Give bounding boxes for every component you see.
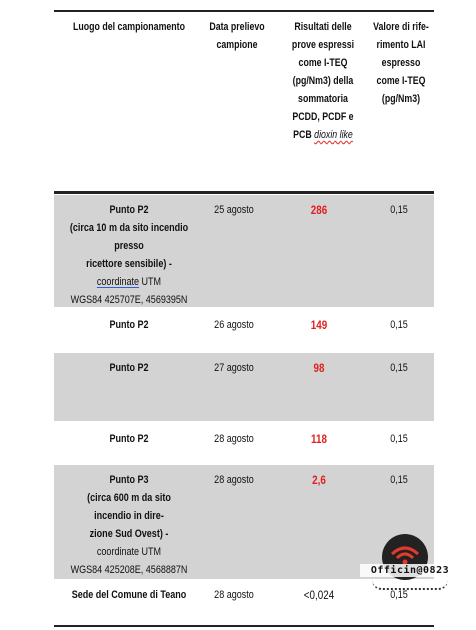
table-bottom-rule [54, 625, 434, 627]
place-desc-2: ricettore sensibile) - [86, 258, 172, 270]
coordinate-link[interactable]: coordinate [96, 276, 140, 288]
result-cell: 118 [311, 432, 327, 446]
date-cell: 26 agosto [214, 319, 254, 331]
place-desc-2: zione Sud Ovest) - [89, 528, 169, 540]
place-desc-3: UTM [139, 276, 162, 288]
header-lai-text: Valore di rife-rimento LAI espresso come I-TEQ (pg/Nm3) [373, 21, 429, 105]
result-cell: <0,024 [303, 588, 335, 602]
watermark-logo [360, 530, 460, 600]
watermark-dots [372, 580, 448, 590]
header-result-italic: dioxin like [314, 129, 353, 141]
date-cell: 28 agosto [214, 474, 254, 486]
place-title: Punto P2 [109, 319, 149, 331]
place-title: Punto P2 [109, 433, 149, 445]
lai-cell: 0,15 [390, 319, 408, 331]
header-rule [54, 191, 434, 194]
header-date [209, 18, 265, 54]
place-desc-1: (circa 600 m da sito incendio in dire- [87, 492, 171, 522]
place-title: Sede del Comune di Teano [71, 589, 187, 601]
header-lai [373, 18, 429, 108]
result-cell: 2,6 [312, 473, 326, 487]
header-result [288, 18, 358, 144]
table-row [54, 195, 434, 307]
place-title: Punto P2 [109, 204, 149, 216]
place-title: Punto P3 [109, 474, 149, 486]
result-cell: 286 [310, 203, 328, 217]
place-coords: WGS84 425707E, 4569395N [70, 294, 188, 306]
place-cell [68, 471, 191, 579]
table-top-rule [54, 10, 434, 12]
lai-cell: 0,15 [390, 589, 408, 601]
header-date-text: Data prelievo campione [209, 21, 265, 51]
place-title: Punto P2 [109, 362, 149, 374]
place-cell [68, 201, 191, 309]
lai-cell: 0,15 [390, 474, 408, 486]
lai-cell: 0,15 [390, 362, 408, 374]
table-row [54, 422, 434, 464]
result-cell: 98 [313, 361, 325, 375]
place-desc-3: UTM [139, 546, 162, 558]
table-row [54, 353, 434, 421]
place-coords: WGS84 425208E, 4568887N [70, 564, 188, 576]
lai-cell: 0,15 [390, 433, 408, 445]
coordinate-link[interactable]: coordinate [96, 546, 140, 558]
header-result-text: Risultati delle prove espressi come I-TEQ (pg/Nm3) della sommatoria PCDD, PCDF e PCB [291, 21, 355, 141]
table-row [54, 308, 434, 352]
watermark-text: Officin@0823 [360, 564, 460, 577]
date-cell: 28 agosto [214, 589, 254, 601]
header-place-text: Luogo del campionamento [73, 21, 185, 33]
date-cell: 27 agosto [214, 362, 254, 374]
date-cell: 28 agosto [214, 433, 254, 445]
place-desc-1: (circa 10 m da sito incendio presso [69, 222, 189, 252]
result-cell: 149 [310, 318, 328, 332]
header-place [69, 18, 189, 36]
lai-cell: 0,15 [390, 204, 408, 216]
date-cell: 25 agosto [214, 204, 254, 216]
